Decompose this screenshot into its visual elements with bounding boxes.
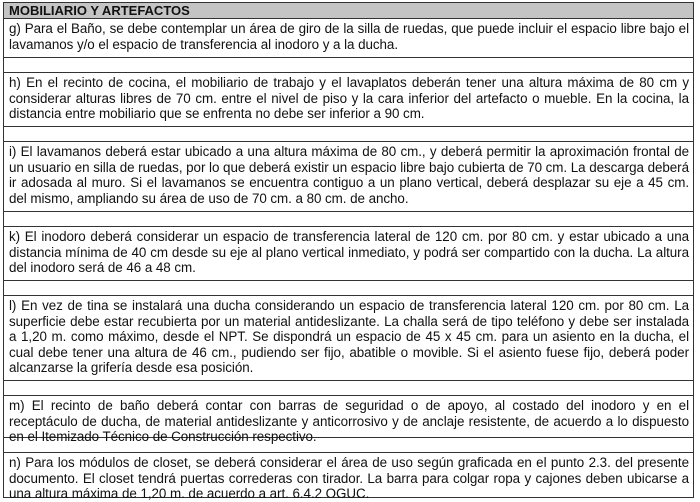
row-separator [4,212,693,227]
clause-l-text: l) En vez de tina se instalará una ducha considerando un espacio de transferencia lateral 120 cm. por 80 cm. La superficie debe estar recubierta por un material antideslizante. La challa será de tipo teléfono y debe ser instalada a 1,20 m. como máximo, desde el NPT. Se dispondrá un espacio de 45 x 45 cm. para un asiento en la ducha, el cual debe tener una altura de 46 cm., pudiendo ser fijo, abatible o movible. Si el asiento fuese fijo, deberá poder alcanzarse la grifería desde esa posición. [9,298,689,376]
clause-h [4,73,693,127]
clause-m [4,396,693,445]
row-separator [4,381,693,396]
row-separator [4,58,693,73]
row-separator [4,281,693,296]
clause-l [4,296,693,381]
clause-k [4,227,693,281]
clause-h-text: h) En el recinto de cocina, el mobiliario de trabajo y el lavaplatos deberán tener una altura máxima de 80 cm y considerar alturas libres de 70 cm. entre el nivel de piso y la cara inferior del artefacto o mueble. En la cocina, la distancia entre mobiliario que se enfrenta no debe ser inferior a 90 cm. [9,75,689,122]
clause-g [4,19,693,58]
row-separator [4,127,693,142]
clause-i-text: i) El lavamanos deberá estar ubicado a una altura máxima de 80 cm., y deberá permitir la aproximación frontal de un usuario en silla de ruedas, por lo que deberá existir un espacio libre bajo cubierta de 70 cm. La descarga deberá ir adosada al muro. Si el lavamanos se encuentra contiguo a un plano vertical, deberá desplazar su eje a 45 cm. del mismo, ampliando su área de uso de 70 cm. a 80 cm. de ancho. [9,144,689,206]
clause-n [4,453,693,502]
clause-m-text: m) El recinto de baño deberá contar con barras de seguridad o de apoyo, al costado del inodoro y en el receptáculo de ducha, de material antideslizante y anticorrosivo y de anclaje resistente, de acuerdo a lo dispuesto en el Itemizado Técnico de Construcción respectivo. [9,398,689,445]
row-separator [4,438,693,453]
clause-g-text: g) Para el Baño, se debe contemplar un área de giro de la silla de ruedas, que puede incluir el espacio libre bajo el lavamanos y/o el espacio de transferencia al inodoro y a la ducha. [9,21,689,52]
document-table [3,2,694,502]
clause-k-text: k) El inodoro deberá considerar un espacio de transferencia lateral de 120 cm. por 80 cm. y estar ubicado a una distancia mínima de 40 cm desde su eje al plano vertical inmediato, y podrá ser compartido con la ducha. La altura del inodoro será de 46 a 48 cm. [9,229,689,276]
clause-i [4,142,693,212]
section-title: MOBILIARIO Y ARTEFACTOS [4,3,693,19]
clause-n-text: n) Para los módulos de closet, se deberá considerar el área de uso según graficada en el punto 2.3. del presente documento. El closet tendrá puertas correderas con tirador. La barra para colgar ropa y cajones deben ubicarse a una altura máxima de 1,20 m. de acuerdo a art. 6.4.2 OGUC. [9,455,689,502]
